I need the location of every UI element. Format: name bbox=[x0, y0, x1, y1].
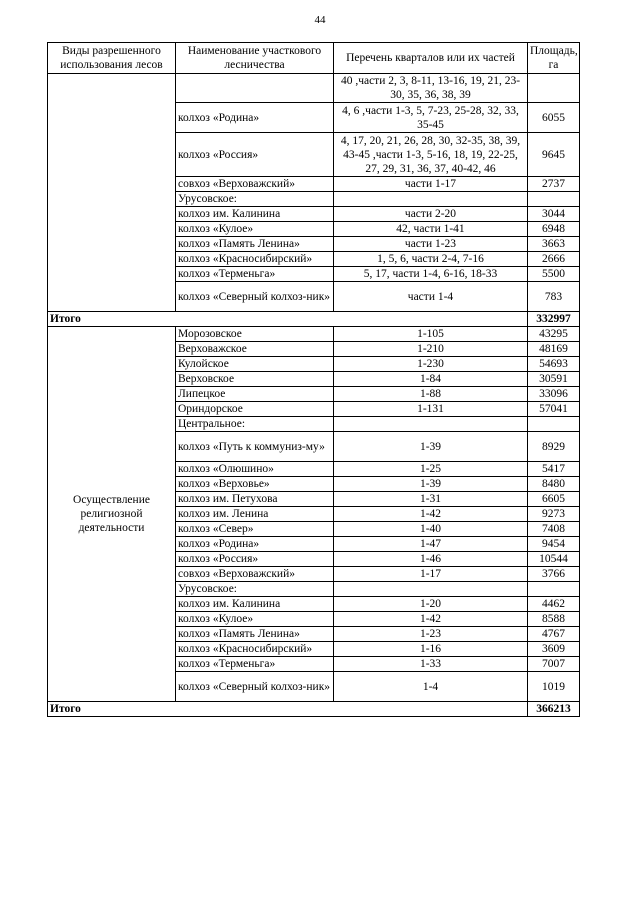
area-cell: 8929 bbox=[528, 432, 580, 462]
forestry-name-cell: колхоз им. Калинина bbox=[176, 207, 334, 222]
area-cell bbox=[528, 417, 580, 432]
quarters-cell: 1-31 bbox=[334, 492, 528, 507]
area-cell: 9454 bbox=[528, 537, 580, 552]
forestry-name-cell: колхоз «Красносибирский» bbox=[176, 252, 334, 267]
quarters-cell: части 1-17 bbox=[334, 177, 528, 192]
forestry-name-cell: Верховское bbox=[176, 372, 334, 387]
forestry-name-cell: колхоз им. Калинина bbox=[176, 597, 334, 612]
area-cell: 10544 bbox=[528, 552, 580, 567]
forestry-name-cell: колхоз им. Ленина bbox=[176, 507, 334, 522]
forestry-name-cell: Ориндорское bbox=[176, 402, 334, 417]
page-number: 44 bbox=[314, 14, 326, 26]
area-cell: 7007 bbox=[528, 657, 580, 672]
forestry-name-cell: колхоз «Терменьга» bbox=[176, 657, 334, 672]
forestry-name-cell: колхоз «Родина» bbox=[176, 537, 334, 552]
forestry-name-cell: Кулойское bbox=[176, 357, 334, 372]
forestry-name-cell: колхоз «Кулое» bbox=[176, 612, 334, 627]
quarters-cell: 1-88 bbox=[334, 387, 528, 402]
area-cell: 7408 bbox=[528, 522, 580, 537]
forestry-name-cell: колхоз им. Петухова bbox=[176, 492, 334, 507]
area-cell bbox=[528, 74, 580, 103]
quarters-cell: 1-230 bbox=[334, 357, 528, 372]
forestry-name-cell: колхоз «Путь к коммуниз-му» bbox=[176, 432, 334, 462]
forestry-name-cell: колхоз «Север» bbox=[176, 522, 334, 537]
area-cell: 3663 bbox=[528, 237, 580, 252]
header-forestry: Наименование участкового лесничества bbox=[176, 43, 334, 74]
quarters-cell: 1-42 bbox=[334, 612, 528, 627]
quarters-cell: 1-47 bbox=[334, 537, 528, 552]
forestry-name-cell bbox=[176, 74, 334, 103]
quarters-cell: 1-84 bbox=[334, 372, 528, 387]
forestry-name-cell: Урусовское: bbox=[176, 582, 334, 597]
header-area: Площадь, га bbox=[528, 43, 580, 74]
header-use-type: Виды разрешенного использования лесов bbox=[48, 43, 176, 74]
quarters-cell: 1-33 bbox=[334, 657, 528, 672]
quarters-cell: 1-105 bbox=[334, 327, 528, 342]
quarters-cell: 1-131 bbox=[334, 402, 528, 417]
total-label: Итого bbox=[48, 702, 528, 717]
area-cell: 48169 bbox=[528, 342, 580, 357]
quarters-cell bbox=[334, 192, 528, 207]
table-row bbox=[48, 327, 580, 342]
area-cell: 783 bbox=[528, 282, 580, 312]
area-cell: 9645 bbox=[528, 133, 580, 177]
quarters-cell: 1-4 bbox=[334, 672, 528, 702]
area-cell: 8480 bbox=[528, 477, 580, 492]
forestry-name-cell: колхоз «Верховье» bbox=[176, 477, 334, 492]
forestry-name-cell: колхоз «Красносибирский» bbox=[176, 642, 334, 657]
forestry-name-cell: Морозовское bbox=[176, 327, 334, 342]
area-cell: 3766 bbox=[528, 567, 580, 582]
quarters-cell: 1-23 bbox=[334, 627, 528, 642]
area-cell: 2737 bbox=[528, 177, 580, 192]
quarters-cell: 1-20 bbox=[334, 597, 528, 612]
area-cell: 3609 bbox=[528, 642, 580, 657]
total-value: 332997 bbox=[528, 312, 580, 327]
quarters-cell: части 2-20 bbox=[334, 207, 528, 222]
forestry-name-cell: колхоз «Кулое» bbox=[176, 222, 334, 237]
forestry-name-cell: колхоз «Олюшино» bbox=[176, 462, 334, 477]
area-cell: 4462 bbox=[528, 597, 580, 612]
quarters-cell: 1-39 bbox=[334, 432, 528, 462]
area-cell: 54693 bbox=[528, 357, 580, 372]
forestry-name-cell: колхоз «Родина» bbox=[176, 103, 334, 133]
table-row bbox=[48, 74, 580, 103]
area-cell bbox=[528, 582, 580, 597]
quarters-cell: 42, части 1-41 bbox=[334, 222, 528, 237]
total-label: Итого bbox=[48, 312, 528, 327]
quarters-cell: 1-39 bbox=[334, 477, 528, 492]
forestry-name-cell: Урусовское: bbox=[176, 192, 334, 207]
quarters-cell: 4, 17, 20, 21, 26, 28, 30, 32-35, 38, 39, 43-45 ,части 1-3, 5-16, 18, 19, 22-25, 27, 29, 31, 36, 37, 40-42, 46 bbox=[334, 133, 528, 177]
area-cell: 6948 bbox=[528, 222, 580, 237]
forestry-name-cell: совхоз «Верховажский» bbox=[176, 177, 334, 192]
area-cell: 1019 bbox=[528, 672, 580, 702]
quarters-cell: 40 ,части 2, 3, 8-11, 13-16, 19, 21, 23-30, 35, 36, 38, 39 bbox=[334, 74, 528, 103]
area-cell: 57041 bbox=[528, 402, 580, 417]
table-body bbox=[48, 74, 580, 717]
quarters-cell: части 1-4 bbox=[334, 282, 528, 312]
area-cell: 9273 bbox=[528, 507, 580, 522]
forest-use-table bbox=[47, 42, 580, 717]
total-row bbox=[48, 702, 580, 717]
quarters-cell: 1-46 bbox=[334, 552, 528, 567]
forestry-name-cell: Центральное: bbox=[176, 417, 334, 432]
quarters-cell: 1-25 bbox=[334, 462, 528, 477]
area-cell: 8588 bbox=[528, 612, 580, 627]
forestry-name-cell: колхоз «Россия» bbox=[176, 552, 334, 567]
area-cell: 5417 bbox=[528, 462, 580, 477]
quarters-cell: 1-42 bbox=[334, 507, 528, 522]
area-cell: 43295 bbox=[528, 327, 580, 342]
quarters-cell: 5, 17, части 1-4, 6-16, 18-33 bbox=[334, 267, 528, 282]
quarters-cell: 4, 6 ,части 1-3, 5, 7-23, 25-28, 32, 33, 35-45 bbox=[334, 103, 528, 133]
area-cell bbox=[528, 192, 580, 207]
use-type-cell: Осуществление религиозной деятельности bbox=[48, 327, 176, 702]
area-cell: 33096 bbox=[528, 387, 580, 402]
quarters-cell: 1, 5, 6, части 2-4, 7-16 bbox=[334, 252, 528, 267]
area-cell: 4767 bbox=[528, 627, 580, 642]
quarters-cell: 1-16 bbox=[334, 642, 528, 657]
area-cell: 2666 bbox=[528, 252, 580, 267]
forestry-name-cell: совхоз «Верховажский» bbox=[176, 567, 334, 582]
area-cell: 6605 bbox=[528, 492, 580, 507]
forestry-name-cell: колхоз «Терменьга» bbox=[176, 267, 334, 282]
total-row bbox=[48, 312, 580, 327]
table-header-row bbox=[48, 43, 580, 74]
quarters-cell bbox=[334, 417, 528, 432]
area-cell: 3044 bbox=[528, 207, 580, 222]
forestry-name-cell: колхоз «Память Ленина» bbox=[176, 237, 334, 252]
forestry-name-cell: колхоз «Северный колхоз-ник» bbox=[176, 282, 334, 312]
area-cell: 30591 bbox=[528, 372, 580, 387]
forestry-name-cell: колхоз «Северный колхоз-ник» bbox=[176, 672, 334, 702]
total-value: 366213 bbox=[528, 702, 580, 717]
forestry-name-cell: Липецкое bbox=[176, 387, 334, 402]
quarters-cell bbox=[334, 582, 528, 597]
area-cell: 5500 bbox=[528, 267, 580, 282]
area-cell: 6055 bbox=[528, 103, 580, 133]
quarters-cell: части 1-23 bbox=[334, 237, 528, 252]
quarters-cell: 1-17 bbox=[334, 567, 528, 582]
use-type-cell bbox=[48, 74, 176, 312]
quarters-cell: 1-40 bbox=[334, 522, 528, 537]
forestry-name-cell: колхоз «Память Ленина» bbox=[176, 627, 334, 642]
forestry-name-cell: Верховажское bbox=[176, 342, 334, 357]
header-quarters: Перечень кварталов или их частей bbox=[334, 43, 528, 74]
quarters-cell: 1-210 bbox=[334, 342, 528, 357]
forestry-name-cell: колхоз «Россия» bbox=[176, 133, 334, 177]
